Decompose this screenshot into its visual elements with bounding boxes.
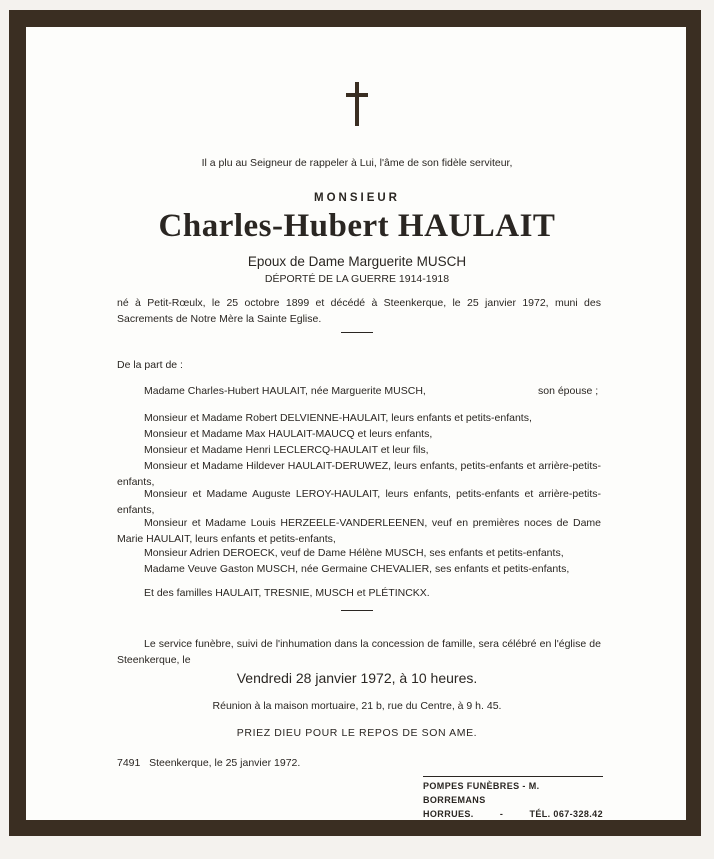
honorific: MONSIEUR [314, 192, 400, 204]
spouse-line: Epoux de Dame Marguerite MUSCH [247, 254, 467, 269]
deported-line: DÉPORTÉ DE LA GUERRE 1914-1918 [264, 273, 450, 285]
undertaker-name: POMPES FUNÈBRES - M. BORREMANS [423, 781, 540, 805]
meeting-text: Réunion à la maison mortuaire, 21 b, rue du Centre, à 9 h. 45. [212, 700, 502, 712]
undertaker-contact [423, 807, 603, 821]
intro-text: Il a plu au Seigneur de rappeler à Lui, l'âme de son fidèle serviteur, [201, 157, 513, 169]
prayer-text: PRIEZ DIEU POUR LE REPOS DE SON AME. [236, 727, 478, 739]
cross-icon [345, 82, 369, 126]
family-line: Monsieur et Madame Henri LECLERCQ-HAULAIT et leur fils, [144, 444, 429, 456]
service-text: Le service funèbre, suivi de l'inhumation dans la concession de famille, sera célébré en l'église de Steenkerque, le [117, 638, 601, 666]
on-behalf-label: De la part de : [117, 359, 183, 371]
family-line: Monsieur et Madame Hildever HAULAIT-DERUWEZ, leurs enfants, petits-enfants et arrière-petits-enfants, [117, 460, 601, 488]
widow-role: son épouse ; [538, 385, 599, 397]
undertaker-town: HORRUES. [423, 809, 474, 819]
family-line: Monsieur et Madame Auguste LEROY-HAULAIT, leurs enfants, petits-enfants et arrière-petits-enfants, [117, 488, 601, 516]
family-line: Monsieur et Madame Louis HERZEELE-VANDERLEENEN, veuf en premières noces de Dame Marie HAULAIT, leurs enfants et petits-enfants, [117, 517, 601, 545]
undertaker-box [423, 776, 603, 821]
family-line: Monsieur Adrien DEROECK, veuf de Dame Hélène MUSCH, ses enfants et petits-enfants, [144, 547, 564, 559]
undertaker-phone: TÉL. 067-328.42 [529, 809, 603, 819]
family-line: Madame Veuve Gaston MUSCH, née Germaine CHEVALIER, ses enfants et petits-enfants, [144, 563, 570, 575]
birth-death-text: né à Petit-Rœulx, le 25 octobre 1899 et décédé à Steenkerque, le 25 janvier 1972, muni des Sacrements de Notre Mère la Sainte Eglise. [117, 297, 601, 325]
undertaker-rule [423, 776, 603, 777]
divider [341, 610, 373, 611]
undertaker-dash: - [499, 809, 504, 819]
widow-name: Madame Charles-Hubert HAULAIT, née Marguerite MUSCH, [144, 385, 426, 397]
divider [341, 332, 373, 333]
family-line: Monsieur et Madame Robert DELVIENNE-HAULAIT, leurs enfants et petits-enfants, [144, 412, 532, 424]
deceased-name: Charles-Hubert HAULAIT [158, 208, 556, 244]
family-line: Monsieur et Madame Max HAULAIT-MAUCQ et leurs enfants, [144, 428, 433, 440]
families-line: Et des familles HAULAIT, TRESNIE, MUSCH et PLÉTINCKX. [144, 587, 430, 599]
service-date: Vendredi 28 janvier 1972, à 10 heures. [236, 670, 478, 686]
place-date: 7491 Steenkerque, le 25 janvier 1972. [117, 757, 301, 769]
